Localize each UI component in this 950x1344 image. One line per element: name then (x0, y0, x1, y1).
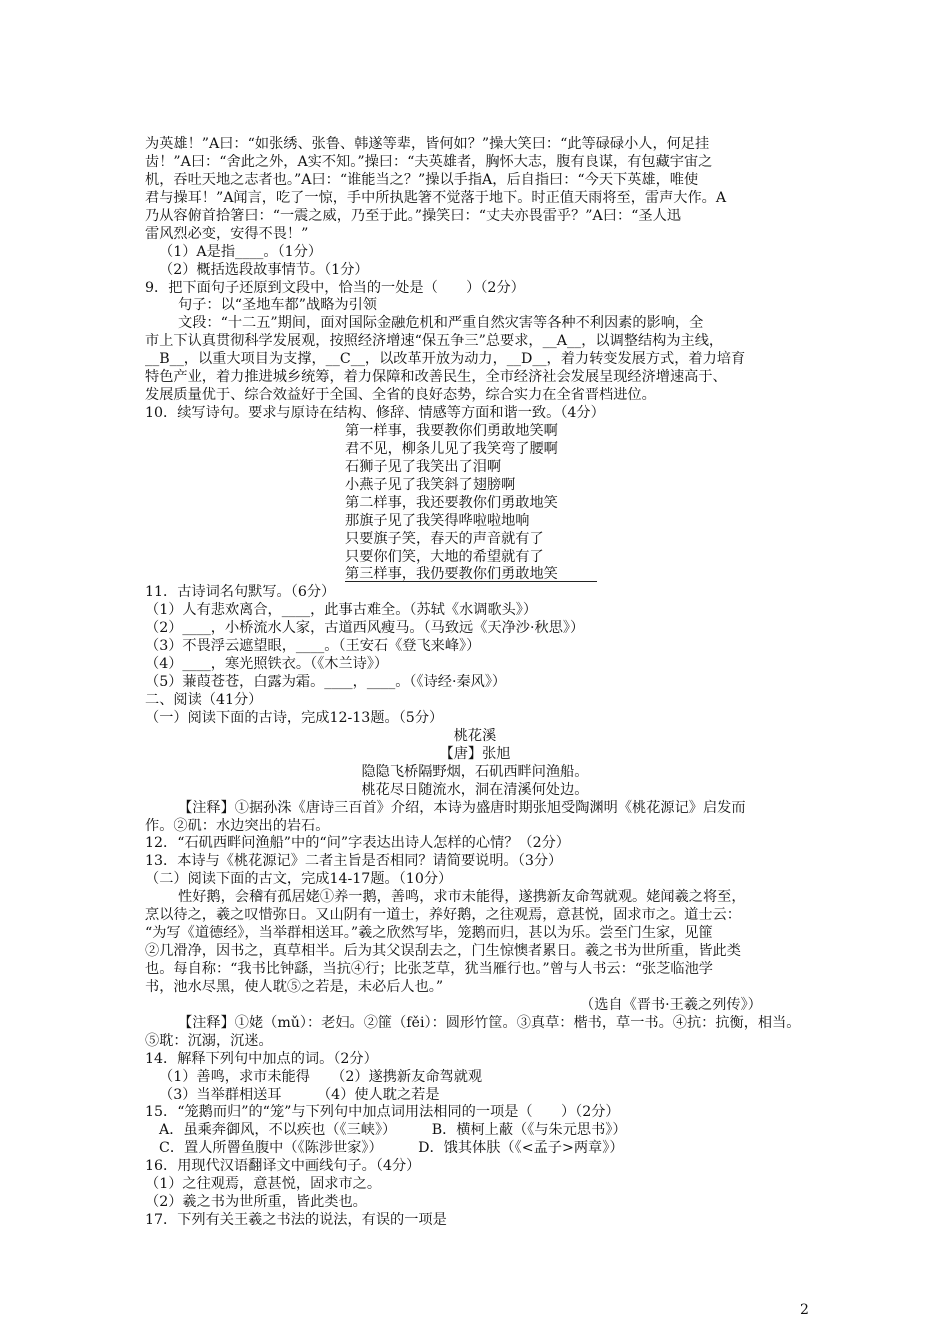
question-subitem: （2）____，小桥流水人家，古道西风瘦马。（马致远《天净沙·秋思》） (145, 620, 585, 637)
question-12: 12．“石矶西畔问渔船”中的“问”字表达出诗人怎样的心情？（2分） (145, 835, 570, 852)
text-line: 为英雄！”A曰：“如张绣、张鲁、韩遂等辈，皆何如？”操大笑曰：“此等碌碌小人，何足挂 (145, 136, 710, 152)
text-line: 雷风烈必变，安得不畏！” (145, 225, 309, 242)
poem-line: 第二样事，我还要教你们勇敢地笑 (345, 494, 558, 511)
question-10: 10．续写诗句。要求与原诗在结构、修辞、情感等方面和谐一致。（4分） (145, 405, 605, 421)
poem-line: 桃花尽日随流水，洞在清溪何处边。 (361, 781, 589, 798)
question-subitem: （3）不畏浮云遮望眼，____。（王安石《登飞来峰》） (145, 638, 481, 655)
annotation: 作。②矶：水边突出的岩石。 (145, 817, 330, 834)
source-citation: （选自《晋书·王羲之列传》） (580, 996, 762, 1013)
poem-line: 第一样事，我要教你们勇敢地笑啊 (345, 422, 558, 439)
text-line: 句子：以“圣地车都”战略为引领 (178, 297, 377, 314)
poem-line: 只要你们笑，大地的希望就有了 (345, 548, 544, 565)
text-line: __B__，以重大项目为支撑，__C__，以改革开放为动力，__D__，着力转变发展方式，着力培育 (145, 351, 746, 368)
text-line: 性好鹅，会稽有孤居姥①养一鹅，善鸣，求市未能得，遂携新友命驾就观。姥闻羲之将至， (178, 889, 746, 906)
question-subitem: （2）羲之书为世所重，皆此类也。 (145, 1194, 367, 1211)
poem-line: 隐隐飞桥隔野烟，石矶西畔问渔船。 (361, 763, 589, 780)
text-line: “为写《道德经》，当举群相送耳。”羲之欣然写毕，笼鹅而归，甚以为乐。尝至门生家，见篚 (145, 925, 713, 942)
poem-line: 那旗子见了我笑得哗啦啦地响 (345, 512, 530, 529)
annotation: ⑤耽：沉溺，沉迷。 (145, 1032, 273, 1049)
option-line: A．虽乘奔御风，不以疾也（《三峡》） B．横柯上蔽（《与朱元思书》） (159, 1122, 627, 1139)
question-subitem: （4）____，寒光照铁衣。（《木兰诗》） (145, 656, 389, 673)
text-line: 特色产业，着力推进城乡统筹，着力保障和改善民生，全市经济社会发展呈现经济增速高于、 (145, 369, 727, 386)
poem-line: 第三样事，我仍要教你们勇敢地笑 (345, 566, 558, 583)
text-line: 发展质量优于、综合效益好于全国、全省的良好态势，综合实力在全省晋档进位。 (145, 387, 656, 404)
text-line: 市上下认真贯彻科学发展观，按照经济增速“保五争三”总要求，__A__，以调整结构为主线， (145, 333, 724, 350)
subsection-heading: （二）阅读下面的古文，完成14-17题。（10分） (145, 871, 453, 888)
text-line: 也。每自称：“我书比钟繇，当抗④行；比张芝草，犹当雁行也。”曾与人书云：“张芝临池学 (145, 960, 713, 977)
question-9: 9．把下面句子还原到文段中，恰当的一处是（ ）（2分） (145, 279, 525, 296)
question-subitem: （1）A是指____。（1分） (159, 243, 323, 260)
poem-line: 小燕子见了我笑斜了翅膀啊 (345, 476, 516, 493)
text-line: 机，吞吐天地之志者也。”A曰：“谁能当之？”操以手指A，后自指曰：“今天下英雄，唯使 (145, 171, 699, 188)
section-heading: 二、阅读（41分） (145, 691, 263, 708)
question-subitem: （1）之往观焉，意甚悦，固求市之。 (145, 1176, 382, 1193)
subsection-heading: （一）阅读下面的古诗，完成12-13题。（5分） (145, 709, 444, 726)
question-subitem: （3）当举群相送耳 （4）使人耽之若是 (159, 1086, 440, 1103)
option-line: C．置人所罾鱼腹中（《陈涉世家》） D．饿其体肤（《<孟子>两章》） (159, 1140, 624, 1157)
poem-author: 【唐】张旭 (439, 745, 511, 762)
poem-title: 桃花溪 (453, 727, 497, 744)
question-14: 14．解释下列句中加点的词。（2分） (145, 1050, 378, 1067)
text-line: 君与操耳！”A闻言，吃了一惊，手中所执匙箸不觉落于地下。时正值天雨将至，雷声大作。A (145, 189, 727, 206)
text-line: 乃从容俯首拾箸曰：“一震之威，乃至于此。”操笑曰：“丈夫亦畏雷乎？”A曰：“圣人迅 (145, 207, 681, 224)
page-number: 2 (800, 1302, 809, 1318)
annotation: 【注释】①据孙洙《唐诗三百首》介绍，本诗为盛唐时期张旭受陶渊明《桃花源记》启发而 (178, 799, 746, 816)
text-line: 文段：“十二五”期间，面对国际金融危机和严重自然灾害等各种不利因素的影响，全 (178, 315, 704, 332)
poem-line: 君不见，柳条儿见了我笑弯了腰啊 (345, 440, 558, 457)
question-subitem: （1）人有悲欢离合，____，此事古难全。（苏轼《水调歌头》） (145, 602, 538, 619)
question-subitem: （2）概括选段故事情节。（1分） (159, 261, 369, 278)
text-line: 齿！”A曰：“舍此之外，A实不知。”操曰：“夫英雄者，胸怀大志，腹有良谋，有包藏宇宙之 (145, 153, 713, 170)
question-subitem: （5）蒹葭苍苍，白露为霜。____，____。（《诗经·秦风》） (145, 674, 507, 690)
text-line: ②几滑净，因书之，真草相半。后为其父误刮去之，门生惊懊者累日。羲之书为世所重，皆此类 (145, 943, 741, 959)
question-16: 16．用现代汉语翻译文中画线句子。（4分） (145, 1158, 421, 1175)
question-13: 13．本诗与《桃花源记》二者主旨是否相同？请简要说明。（3分） (145, 853, 563, 870)
poem-line: 石狮子见了我笑出了泪啊 (345, 458, 502, 475)
question-17: 17．下列有关王羲之书法的说法，有误的一项是 (145, 1212, 447, 1228)
answer-underline (345, 581, 597, 582)
annotation: 【注释】①姥（mǔ）：老妇。②篚（fěi）：圆形竹筐。③真草：楷书，草一书。④抗：抗衡，相当。 (178, 1014, 801, 1031)
question-15: 15．“笼鹅而归”的“笼”与下列句中加点词用法相同的一项是（ ）（2分） (145, 1104, 620, 1121)
text-line: 烹以待之，羲之叹惜弥日。又山阴有一道士，养好鹅，之往观焉，意甚悦，固求市之。道士云： (145, 907, 741, 924)
question-11: 11．古诗词名句默写。（6分） (145, 584, 336, 601)
poem-line: 只要旗子笑，春天的声音就有了 (345, 530, 544, 547)
question-subitem: （1）善鸣，求市未能得 （2）遂携新友命驾就观 (159, 1068, 483, 1085)
text-line: 书，池水尽黑，使人耽⑤之若是，未必后人也。” (145, 978, 444, 995)
